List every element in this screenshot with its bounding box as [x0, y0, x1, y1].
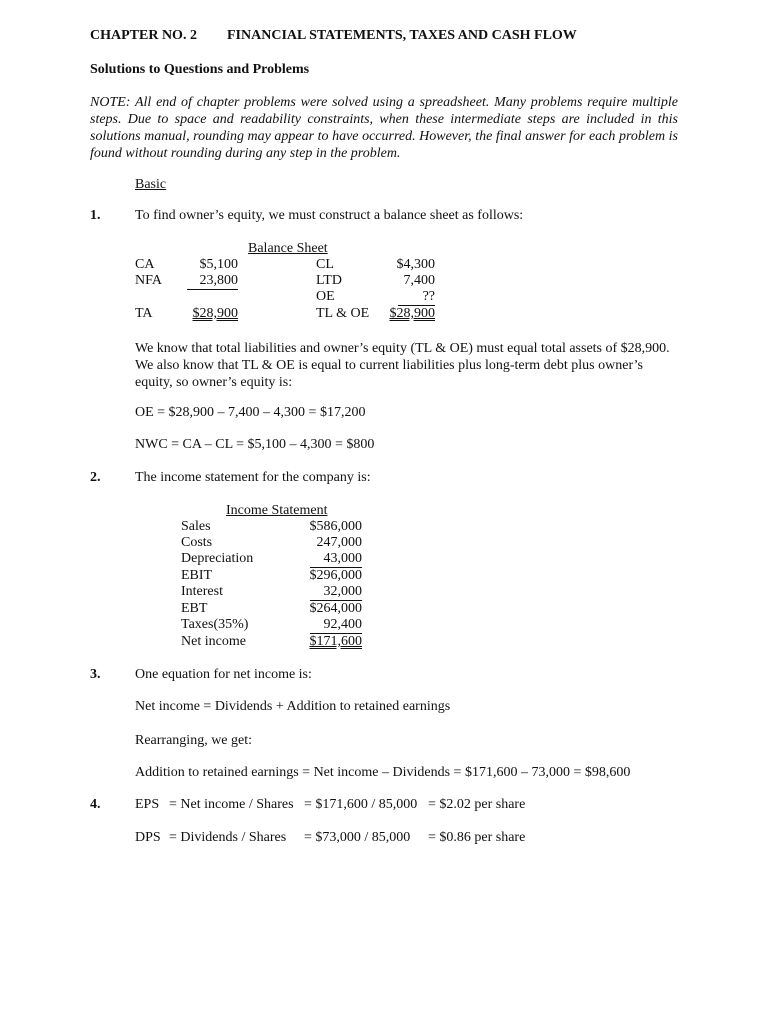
is-value-ebt: $264,000 — [309, 601, 362, 616]
is-label-ebt: EBT — [181, 601, 208, 616]
problem-3-number: 3. — [90, 667, 101, 682]
problem-3-line-2: Net income = Dividends + Addition to retained earnings — [135, 699, 451, 714]
eps-label: EPS — [135, 797, 160, 812]
is-value-costs: 247,000 — [316, 535, 362, 550]
is-label-ebit: EBIT — [181, 568, 213, 583]
basic-heading: Basic — [135, 177, 167, 192]
section-heading: Solutions to Questions and Problems — [90, 62, 310, 77]
bs-label-ca: CA — [135, 257, 155, 272]
bs-value-ca: $5,100 — [199, 257, 238, 272]
is-value-depreciation: 43,000 — [323, 551, 362, 566]
bs-value-ltd: 7,400 — [403, 273, 435, 288]
bs-label-oe: OE — [316, 289, 335, 304]
bs-nfa-underline — [187, 289, 238, 290]
is-value-interest: 32,000 — [323, 584, 362, 599]
is-label-depreciation: Depreciation — [181, 551, 254, 566]
problem-3-line-3: Rearranging, we get: — [135, 733, 253, 748]
bs-value-tl-oe: $28,900 — [389, 306, 435, 321]
bs-value-ta: $28,900 — [192, 306, 238, 321]
dps-result: = $0.86 per share — [428, 830, 526, 845]
is-label-costs: Costs — [181, 535, 213, 550]
problem-1-intro: To find owner’s equity, we must construct a balance sheet as follows: — [135, 208, 524, 223]
chapter-number: CHAPTER NO. 2 — [90, 28, 197, 43]
chapter-title: FINANCIAL STATEMENTS, TAXES AND CASH FLOW — [227, 28, 577, 43]
bs-label-cl: CL — [316, 257, 334, 272]
problem-1-number: 1. — [90, 208, 101, 223]
problem-1-explanation: We know that total liabilities and owner’s equity (TL & OE) must equal total assets of $28,900. We also know that TL & OE is equal to current liabilities plus long-term debt plus owner’s equity, so owner’s equity is: — [135, 341, 670, 390]
eps-result: = $2.02 per share — [428, 797, 526, 812]
income-statement-title: Income Statement — [226, 503, 328, 518]
eps-formula: = Net income / Shares — [169, 797, 294, 812]
bs-label-ta: TA — [135, 306, 153, 321]
problem-2-number: 2. — [90, 470, 101, 485]
is-label-net-income: Net income — [181, 634, 246, 649]
problem-3-line-1: One equation for net income is: — [135, 667, 312, 682]
nwc-equation: NWC = CA – CL = $5,100 – 4,300 = $800 — [135, 437, 375, 452]
oe-equation: OE = $28,900 – 7,400 – 4,300 = $17,200 — [135, 405, 366, 420]
dps-formula: = Dividends / Shares — [169, 830, 287, 845]
dps-label: DPS — [135, 830, 161, 845]
problem-2-intro: The income statement for the company is: — [135, 470, 371, 485]
note-paragraph: NOTE: All end of chapter problems were solved using a spreadsheet. Many problems require multiple steps. Due to space and readability constraints, when these intermediate steps are included in this solutions manual, rounding may appear to have occurred. However, the final answer for each problem is found without rounding during any step in the problem. — [90, 95, 678, 161]
bs-value-cl: $4,300 — [396, 257, 435, 272]
is-label-taxes: Taxes(35%) — [181, 617, 249, 632]
balance-sheet-title: Balance Sheet — [248, 241, 328, 256]
is-value-taxes: 92,400 — [323, 617, 362, 632]
bs-label-nfa: NFA — [135, 273, 162, 288]
is-value-net-income: $171,600 — [309, 634, 362, 649]
bs-value-oe: ?? — [422, 289, 435, 304]
eps-calculation: = $171,600 / 85,000 — [304, 797, 418, 812]
is-value-ebit: $296,000 — [309, 568, 362, 583]
bs-value-nfa: 23,800 — [199, 273, 238, 288]
dps-calculation: = $73,000 / 85,000 — [304, 830, 411, 845]
is-label-interest: Interest — [181, 584, 223, 599]
is-value-sales: $586,000 — [309, 519, 362, 534]
problem-4-number: 4. — [90, 797, 101, 812]
bs-label-tl-oe: TL & OE — [316, 306, 370, 321]
is-label-sales: Sales — [181, 519, 211, 534]
problem-3-line-4: Addition to retained earnings = Net income – Dividends = $171,600 – 73,000 = $98,600 — [135, 765, 631, 780]
bs-label-ltd: LTD — [316, 273, 342, 288]
